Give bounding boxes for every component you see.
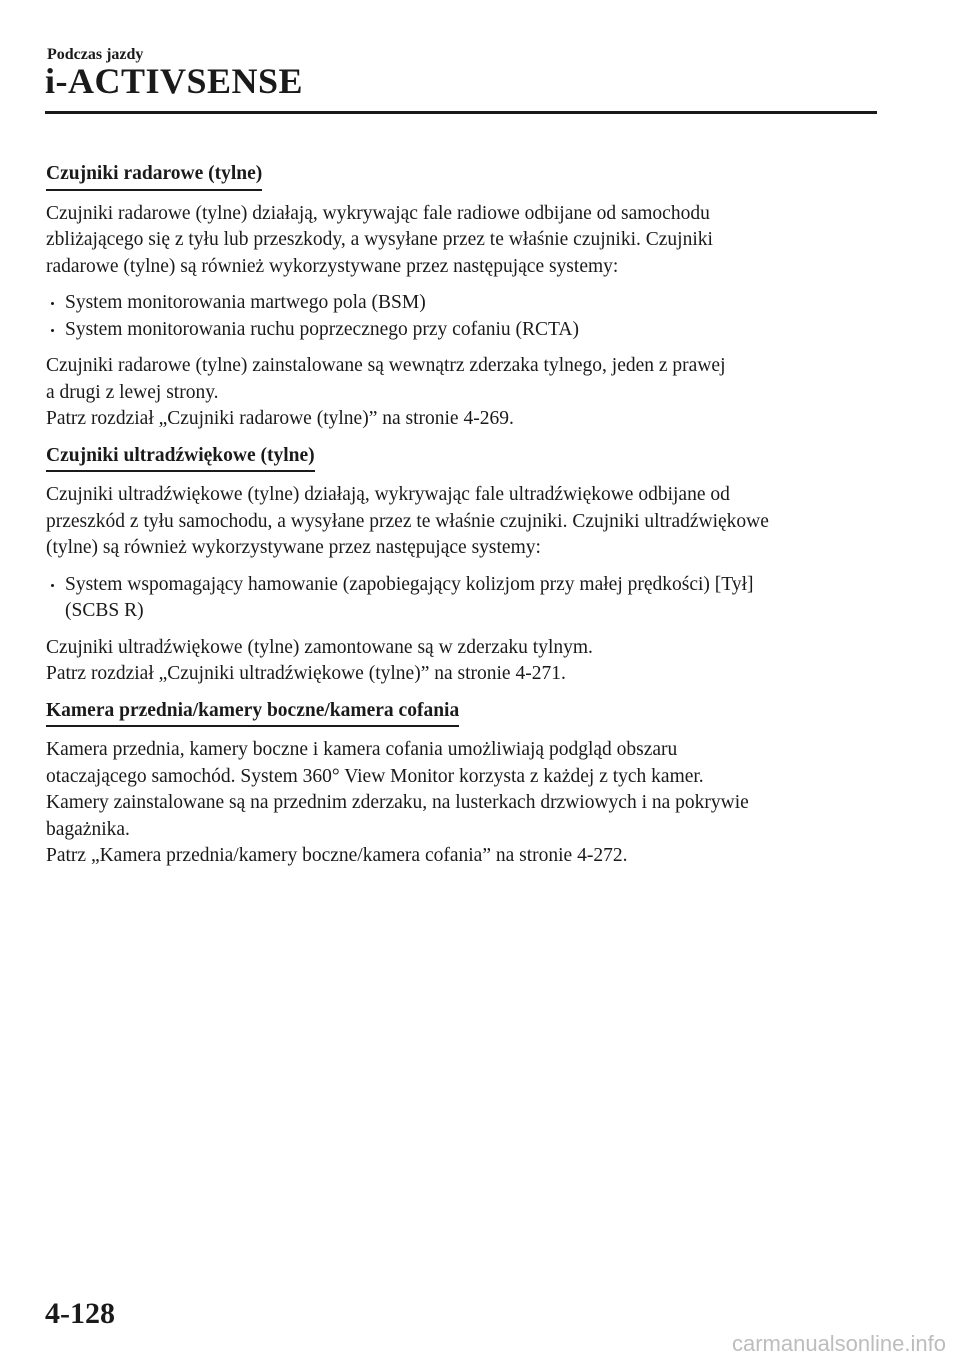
document-body (46, 161, 886, 880)
text-line: zbliżającego się z tyłu lub przeszkody, a wysyłane przez te właśnie czujniki. Czujniki (46, 229, 713, 250)
text-line: Czujniki ultradźwiękowe (tylne) zamontowane są w zderzaku tylnym. (46, 636, 593, 658)
text-line: Czujniki radarowe (tylne) zainstalowane są wewnątrz zderzaka tylnego, jeden z prawej (46, 355, 726, 376)
watermark: carmanualsonline.info (731, 1331, 946, 1356)
list-item-text: System monitorowania ruchu poprzecznego przy cofaniu (RCTA) (65, 318, 579, 340)
list-item (46, 317, 886, 344)
section-3 (46, 698, 886, 870)
text-line: a drugi z lewej strony. (46, 381, 219, 403)
list-item-text: System monitorowania martwego pola (BSM) (65, 292, 426, 313)
section-heading: Kamera przednia/kamery boczne/kamera cofania (46, 698, 459, 728)
section-2 (46, 443, 886, 688)
paragraph (46, 635, 886, 688)
text-line: Czujniki radarowe (tylne) działają, wykrywając fale radiowe odbijane od samochodu (46, 202, 710, 224)
text-line: Kamery zainstalowane są na przednim zderzaku, na lusterkach drzwiowych i na pokrywie (46, 792, 749, 813)
text-line: przeszkód z tyłu samochodu, a wysyłane przez te właśnie czujniki. Czujniki ultradźwiękowe (46, 510, 769, 532)
text-line: Patrz rozdział „Czujniki ultradźwiękowe (tylne)” na stronie 4-271. (46, 663, 566, 684)
section-label: Podczas jazdy (47, 46, 144, 63)
list-item (46, 290, 886, 317)
list-item-text: (SCBS R) (65, 600, 144, 621)
paragraph (46, 353, 886, 433)
section-heading: Czujniki radarowe (tylne) (46, 161, 262, 191)
text-line: bagażnika. (46, 818, 130, 840)
paragraph (46, 201, 886, 281)
section-1 (46, 161, 886, 433)
page-number: 4-128 (45, 1297, 115, 1330)
text-line: Czujniki ultradźwiękowe (tylne) działają, wykrywając fale ultradźwiękowe odbijane od (46, 484, 730, 505)
text-line: radarowe (tylne) są również wykorzystywane przez następujące systemy: (46, 255, 619, 277)
list-item (46, 572, 886, 625)
text-line: Patrz „Kamera przednia/kamery boczne/kamera cofania” na stronie 4-272. (46, 845, 628, 866)
list-item-text: System wspomagający hamowanie (zapobiegający kolizjom przy małej prędkości) [Tył] (65, 573, 754, 595)
text-line: otaczającego samochód. System 360° View Monitor korzysta z każdej z tych kamer. (46, 765, 704, 787)
header-divider (45, 111, 877, 114)
text-line: (tylne) są również wykorzystywane przez następujące systemy: (46, 537, 541, 558)
paragraph (46, 737, 886, 870)
section-heading: Czujniki ultradźwiękowe (tylne) (46, 443, 315, 473)
text-line: Patrz rozdział „Czujniki radarowe (tylne)” na stronie 4-269. (46, 408, 514, 429)
text-line: Kamera przednia, kamery boczne i kamera cofania umożliwiają podgląd obszaru (46, 739, 678, 760)
bullet-list (46, 290, 886, 343)
bullet-list (46, 572, 886, 625)
page-title: i-ACTIVSENSE (45, 61, 304, 101)
paragraph (46, 482, 886, 562)
